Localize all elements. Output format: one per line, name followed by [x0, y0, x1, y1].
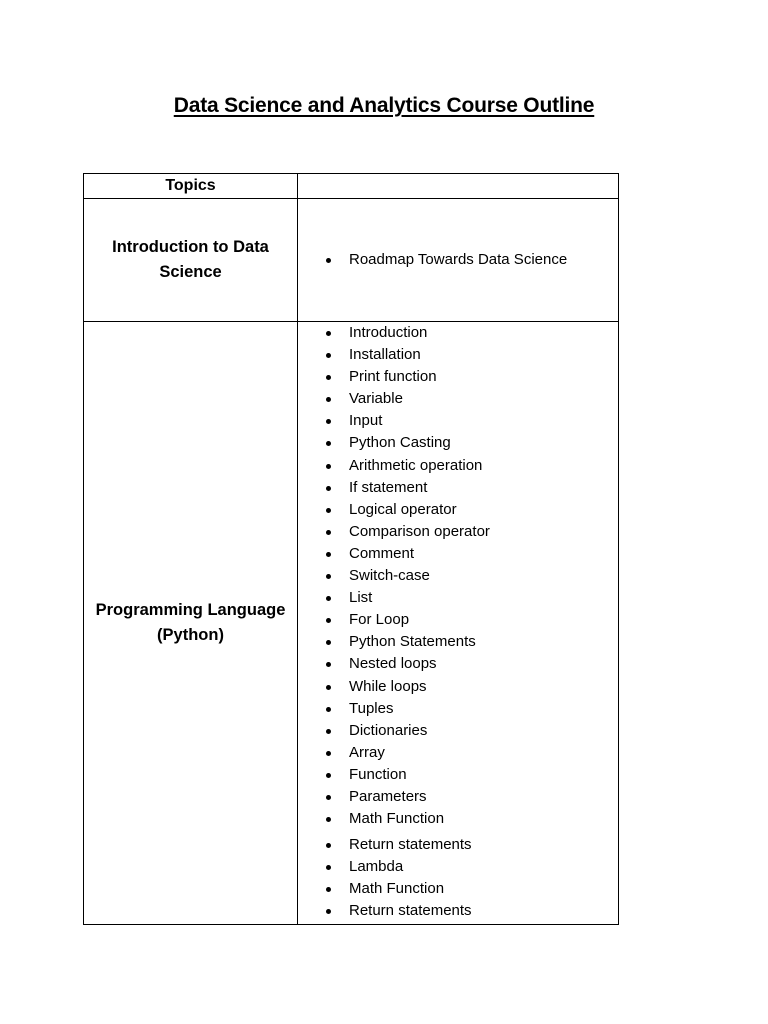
list-item: Array — [326, 742, 618, 764]
list-item: Parameters — [326, 786, 618, 808]
list-item: Input — [326, 410, 618, 432]
list-item: Return statements — [326, 834, 618, 856]
intro-bullet-list — [298, 249, 618, 271]
topic-line: Science — [159, 263, 222, 281]
topic-line: (Python) — [157, 626, 224, 644]
list-item: Math Function — [326, 808, 618, 830]
list-item: Python Statements — [326, 631, 618, 653]
list-item: Print function — [326, 366, 618, 388]
list-item: Lambda — [326, 856, 618, 878]
table-header-row — [84, 174, 619, 199]
list-item: Function — [326, 764, 618, 786]
topic-line: Programming Language — [95, 601, 286, 619]
content-cell-python — [298, 322, 619, 925]
list-item: Math Function — [326, 878, 618, 900]
topic-cell-python — [84, 322, 298, 925]
content-cell-intro — [298, 199, 619, 322]
python-bullet-list — [298, 322, 618, 923]
content-header — [298, 174, 619, 199]
list-item: Roadmap Towards Data Science — [326, 249, 618, 271]
list-item: Introduction — [326, 322, 618, 344]
list-item: Installation — [326, 344, 618, 366]
list-item: Tuples — [326, 698, 618, 720]
topic-cell-intro — [84, 199, 298, 322]
course-outline-table — [83, 173, 619, 925]
table-row-intro — [84, 199, 619, 322]
list-item: Dictionaries — [326, 720, 618, 742]
list-item: Switch-case — [326, 565, 618, 587]
list-item: Variable — [326, 388, 618, 410]
list-item: While loops — [326, 676, 618, 698]
list-item: Nested loops — [326, 653, 618, 675]
list-item: Logical operator — [326, 499, 618, 521]
list-item: Return statements — [326, 900, 618, 922]
topics-header: Topics — [84, 174, 298, 199]
document-title: Data Science and Analytics Course Outline — [173, 94, 595, 117]
list-item: List — [326, 587, 618, 609]
list-item: Arithmetic operation — [326, 455, 618, 477]
list-item: Comment — [326, 543, 618, 565]
list-item: If statement — [326, 477, 618, 499]
list-item: Comparison operator — [326, 521, 618, 543]
table-row-python — [84, 322, 619, 925]
list-item: Python Casting — [326, 432, 618, 454]
list-item: For Loop — [326, 609, 618, 631]
topic-line: Introduction to Data — [112, 238, 269, 256]
